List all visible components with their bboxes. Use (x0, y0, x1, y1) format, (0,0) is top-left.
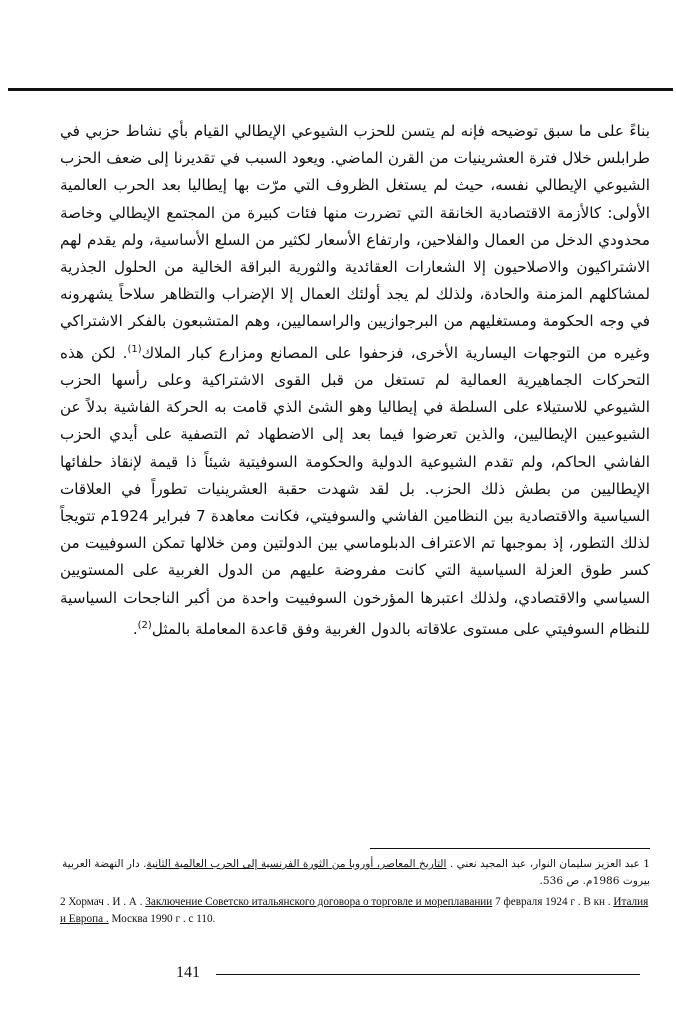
paragraph-end: . (132, 619, 138, 638)
page-number: 141 (176, 964, 200, 981)
footnote-2 (60, 894, 650, 928)
header-rule (8, 88, 673, 91)
footnotes (60, 856, 650, 932)
footnote-2-book: Италия и Европа . (60, 896, 649, 925)
paragraph-part-2: . لكن هذه التحركات الجماهيرية العمالية لم تستغل من قبل القوى الاشتراكية وعلى رأسها الحزب الشيوعي للاستيلاء على السلطة في إيطاليا وهو الشئ الذي قامت به الحركة الفاشية بدلاً عن الشيوعيين الإيطاليين، والذين تعرضوا فيما بعد إلى الاضطهاد ثم التصفية على أيدي الحزب الفاشي الحاكم، ولم تقدم الشيوعية الدولية والحكومة السوفيتية شيئاً ذا قيمة لإنقاذ حلفائها الإيطاليين من بطش ذلك الحزب. بل لقد شهدت حقبة العشرينيات تطوراً في العلاقات السياسية والاقتصادية بين النظامين الفاشي والسوفيتي، فكانت معاهدة 7 فبراير 1924م تتويجاً لذلك التطور، إذ بموجبها تم الاعتراف الدبلوماسي بين الدولتين ومن خلالها تمكن السوفييت من كسر طوق العزلة السياسية التي كانت مفروضة عليهم من الدول الغربية على المستويين السياسي والاقتصادي، ولذلك اعتبرها المؤرخون السوفييت واحدة من أكبر الناجحات السياسية للنظام السوفيتي على مستوى علاقاته بالدول الغربية وفق قاعدة المعاملة بالمثل (60, 343, 650, 638)
footnote-2-publisher: Москва 1990 г . с 110. (111, 913, 216, 925)
footnote-2-date: 7 февраля 1924 г . В кн . (495, 896, 611, 908)
footnote-2-author: 2 Хормач . И . А . (60, 896, 143, 908)
main-text (60, 118, 650, 643)
footnote-1 (60, 856, 650, 890)
footer-rule (216, 974, 640, 975)
footnote-divider (370, 848, 650, 849)
footnote-1-publisher: . دار النهضة العربية بيروت 1986م. ص 536. (62, 858, 650, 887)
footnote-2-title: Заключение Советско итальянского договора о торговле и мореплавании (145, 896, 493, 908)
paragraph-part-1: بناءً على ما سبق توضيحه فإنه لم يتسن للحزب الشيوعي الإيطالي القيام بأي نشاط حزبي في طرابلس خلال فترة العشرينيات من القرن الماضي. ويعود السبب في تقديرنا إلى ضعف الحزب الشيوعي الإيطالي نفسه، حيث لم يستغل الظروف التي مرّت بها إيطاليا بعد الحرب العالمية الأولى: كالأزمة الاقتصادية الخانقة التي تضررت منها فئات كبيرة من المجتمع الإيطالي وخاصة محدودي الدخل من العمال والفلاحين، وارتفاع الأسعار لكثير من السلع الأساسية، ولم يقدم لهم الاشتراكيون والاصلاحيون إلا الشعارات العقائدية والثورية البراقة الخالية من الحلول الجذرية لمشاكلهم المزمنة والحادة، ولذلك لم يجد أولئك العمال إلا الإضراب والتظاهر سلاحاً يشهرونه في وجه الحكومة ومستغليهم من البرجوازيين والراسماليين، وهم المتشبعون بالفكر الاشتراكي وغيره من التوجهات اليسارية الأخرى، فزحفوا على المصانع ومزارع كبار الملاك (60, 122, 651, 362)
footnote-1-number: 1 (643, 858, 650, 870)
footnote-1-authors: عبد العزيز سليمان النوار، عبد المجيد نعني . (449, 858, 640, 870)
page-footer (176, 962, 646, 986)
footnote-ref-1[interactable]: (1) (127, 343, 142, 355)
footnote-ref-2[interactable]: (2) (137, 619, 152, 631)
footnote-1-title: التاريخ المعاصر، أوروبا من الثورة الفرنسية إلى الحرب العالمية الثانية (146, 858, 447, 870)
body-paragraph (60, 118, 650, 643)
